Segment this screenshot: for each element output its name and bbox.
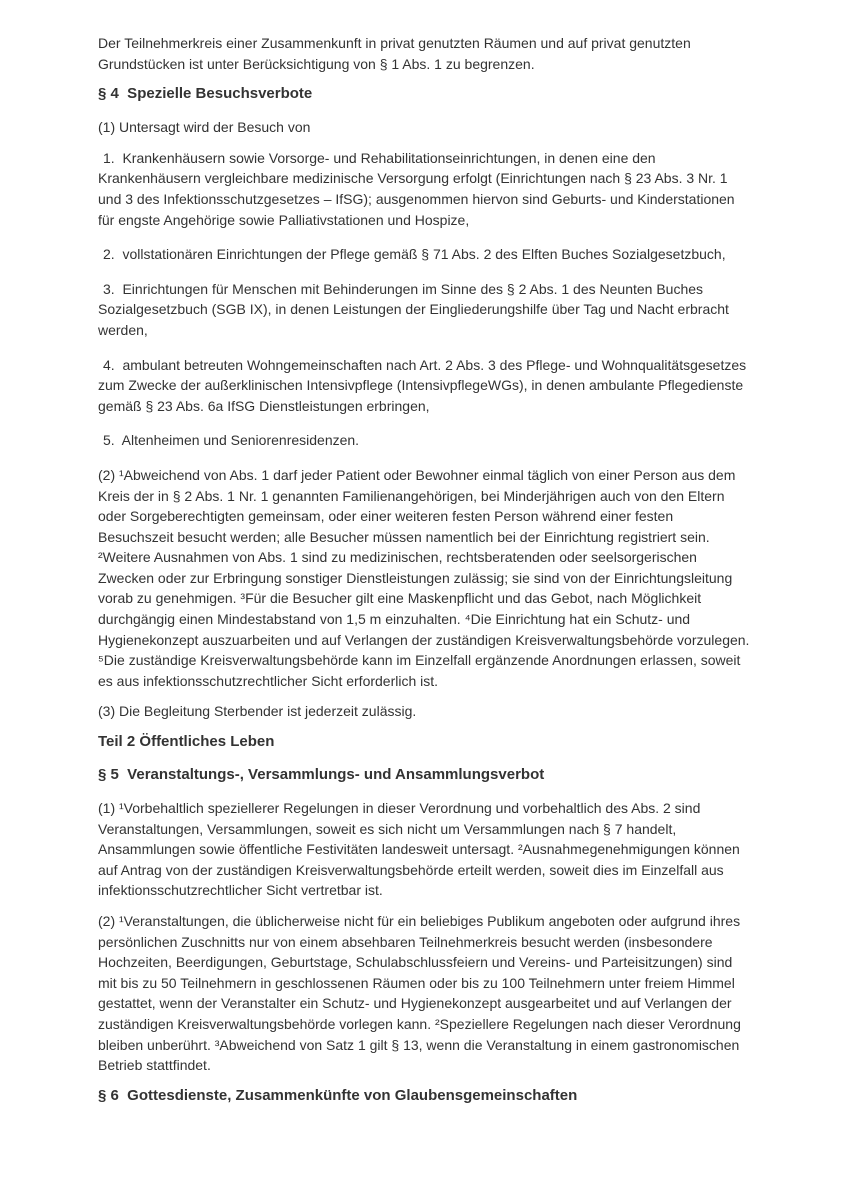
par5-abs2-paragraph: (2) ¹Veranstaltungen, die üblicherweise nicht für ein beliebiges Publikum angeboten oder aufgrund ihres persönlichen Zuschnitts nur von einem absehbaren Teilnehmerkreis besucht werden (insbesondere Hochzeiten, Beerdigungen, Geburtstage, Schulabschlussfeiern und Vereins- und Parteisitzungen) sind mit bis zu 50 Teilnehmern in geschlossenen Räumen oder bis zu 100 Teilnehmern unter freiem Himmel gestattet, wenn der Veranstalter ein Schutz- und Hygienekonzept ausgearbeitet und auf Verlangen der zuständigen Kreisverwaltungsbehörde vorlegen kann. ²Speziellere Regelungen nach dieser Verordnung bleiben unberührt. ³Abweichend von Satz 1 gilt § 13, wenn die Veranstaltung in einem gastronomischen Betrieb stattfindet. xyxy=(98,913,741,1074)
intro-paragraph: Der Teilnehmerkreis einer Zusammenkunft in privat genutzten Räumen und auf privat genutzten Grundstücken ist unter Berücksichtigung von § 1 Abs. 1 zu begrenzen. xyxy=(98,35,691,72)
par4-abs1-lead: (1) Untersagt wird der Besuch von xyxy=(98,119,311,136)
heading-section-4: § 4 Spezielle Besuchsverbote xyxy=(98,85,313,103)
heading-section-6: § 6 Gottesdienste, Zusammenkünfte von Glaubensgemeinschaften xyxy=(98,1086,578,1104)
par4-abs2-paragraph: (2) ¹Abweichend von Abs. 1 darf jeder Patient oder Bewohner einmal täglich von einer Person aus dem Kreis der in § 2 Abs. 1 Nr. 1 genannten Familienangehörigen, bei Minderjährigen auch von den Eltern oder Sorgeberechtigten gemeinsam, oder einer weiteren festen Person während einer festen Besuchszeit besucht werden; alle Besucher müssen namentlich bei der Einrichtung registriert sein. ²Weitere Ausnahmen von Abs. 1 sind zu medizinischen, rechtsberatenden oder seelsorgerischen Zwecken oder zur Erbringung sonstiger Dienstleistungen zulässig; sie sind von der Einrichtungsleitung vorab zu genehmigen. ³Für die Besucher gilt eine Maskenpflicht und das Gebot, nach Möglichkeit durchgängig einen Mindestabstand von 1,5 m einzuhalten. ⁴Die Einrichtung hat ein Schutz- und Hygienekonzept auszuarbeiten und auf Verlangen der zuständigen Kreisverwaltungsbehörde vorzulegen. ⁵Die zuständige Kreisverwaltungsbehörde kann im Einzelfall ergänzende Anordnungen erlassen, soweit es aus infektionsschutzrechtlicher Sicht erforderlich ist. xyxy=(98,466,750,689)
par4-abs1-item-4: 4. ambulant betreuten Wohngemeinschaften nach Art. 2 Abs. 3 des Pflege- und Wohnqualitätsgesetzes zum Zwecke der außerklinischen Intensivpflege (IntensivpflegeWGs), in denen ambulante Pflegedienste gemäß § 23 Abs. 6a IfSG Dienstleistungen erbringen, xyxy=(98,356,747,414)
par4-abs1-item-2: 2. vollstationären Einrichtungen der Pflege gemäß § 71 Abs. 2 des Elften Buches Sozialgesetzbuch, xyxy=(103,246,726,263)
par4-abs1-item-1: 1. Krankenhäusern sowie Vorsorge- und Rehabilitationseinrichtungen, in denen eine den Krankenhäusern vergleichbare medizinische Versorgung erfolgt (Einrichtungen nach § 23 Abs. 3 Nr. 1 und 3 des Infektionsschutzgesetzes – IfSG); ausgenommen hiervon sind Geburts- und Kinderstationen für engste Angehörige sowie Palliativstationen und Hospize, xyxy=(98,149,735,228)
heading-section-5: § 5 Veranstaltungs-, Versammlungs- und Ansammlungsverbot xyxy=(98,766,545,784)
par4-abs3-paragraph: (3) Die Begleitung Sterbender ist jederzeit zulässig. xyxy=(98,703,417,720)
par5-abs1-paragraph: (1) ¹Vorbehaltlich speziellerer Regelungen in dieser Verordnung und vorbehaltlich des Abs. 2 sind Veranstaltungen, Versammlungen, soweit es sich nicht um Versammlungen nach § 7 handelt, Ansammlungen sowie öffentliche Festivitäten landesweit untersagt. ²Ausnahmegenehmigungen können auf Antrag von der zuständigen Kreisverwaltungsbehörde erteilt werden, soweit dies im Einzelfall aus infektionsschutzrechtlicher Sicht vertretbar ist. xyxy=(98,800,740,899)
par4-abs1-item-3: 3. Einrichtungen für Menschen mit Behinderungen im Sinne des § 2 Abs. 1 des Neunten Buches Sozialgesetzbuch (SGB IX), in denen Leistungen der Eingliederungshilfe über Tag und Nacht erbracht werden, xyxy=(98,280,729,338)
par4-abs1-item-5: 5. Altenheimen und Seniorenresidenzen. xyxy=(103,432,360,449)
heading-teil-2: Teil 2 Öffentliches Leben xyxy=(98,733,275,751)
